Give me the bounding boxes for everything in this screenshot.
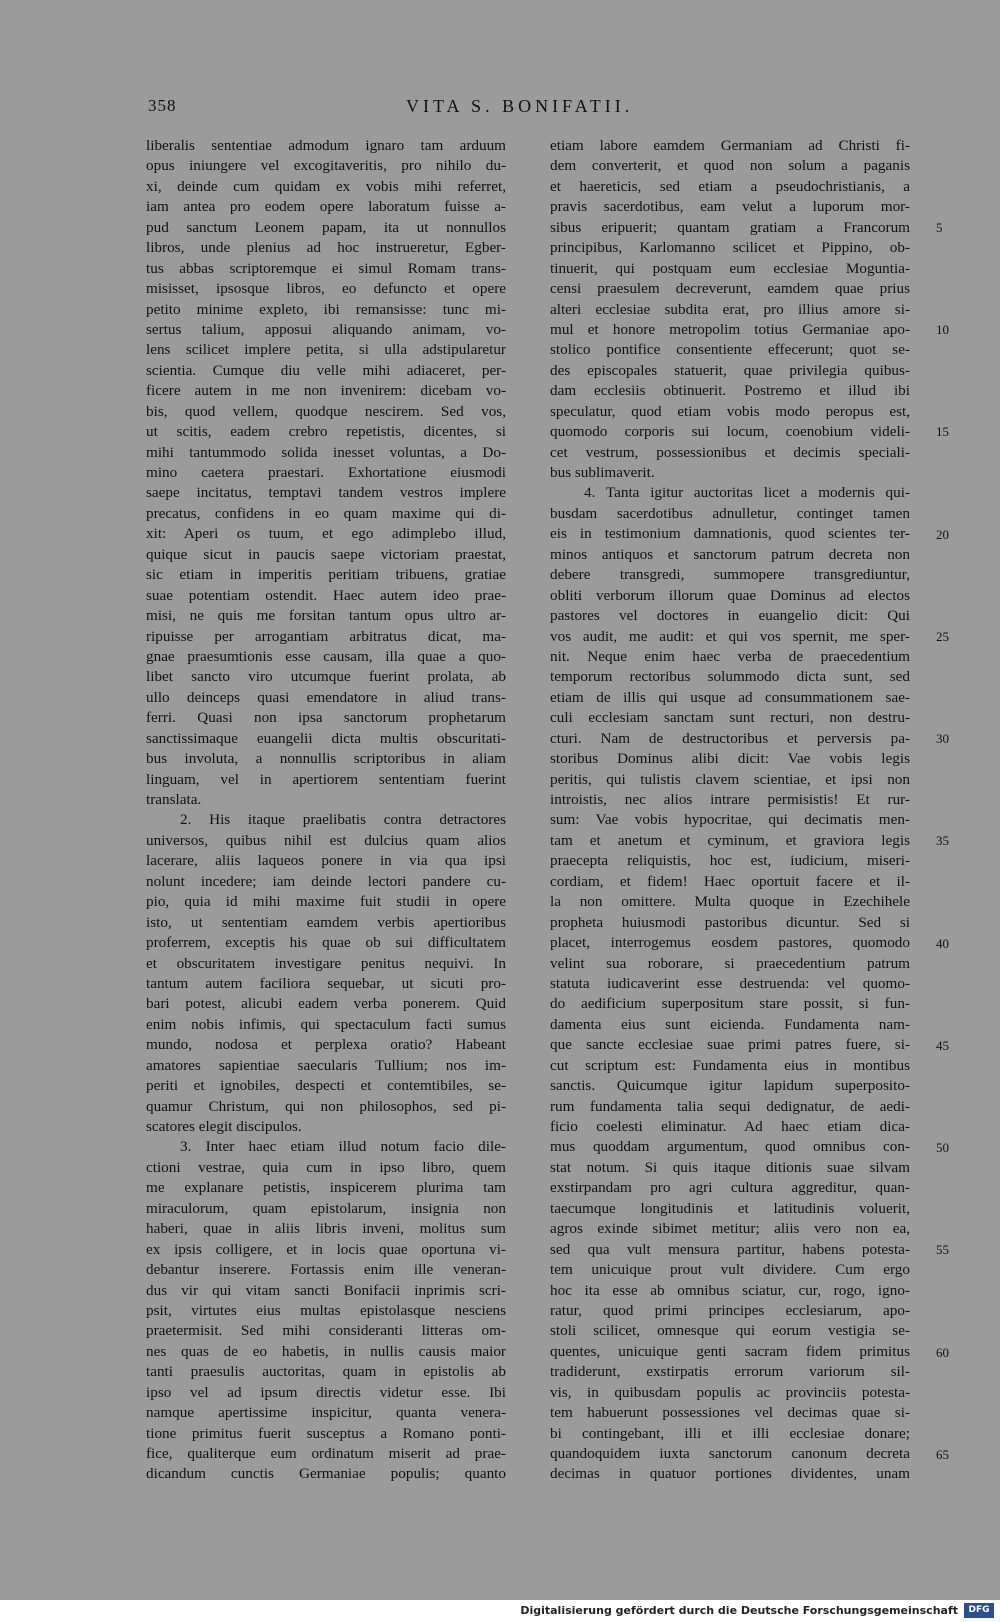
text-line: mihi tantummodo solida inesset voluntas, a Do- (146, 443, 506, 461)
line-number: 30 (936, 731, 949, 747)
right-text-column (550, 136, 910, 1485)
text-line: hoc ita esse ab omnibus sciatur, cur, rogo, igno- (550, 1281, 910, 1299)
text-line: principibus, Karlomanno scilicet et Pippino, ob- (550, 239, 910, 257)
text-line: bis, quod vellem, quodque nescirem. Sed vos, (146, 402, 506, 420)
text-line: misi, ne quis me forsitan tantum opus ultro ar- (146, 607, 506, 625)
text-line: quique sicut in paucis saepe victoriam praestat, (146, 545, 506, 563)
dfg-logo: DFG (964, 1603, 994, 1618)
text-line: vis, in quibusdam populis ac provinciis potesta- (550, 1383, 910, 1401)
text-line: pio, quia id mihi maxime fuit studii in opere (146, 893, 506, 911)
line-number: 25 (936, 628, 949, 644)
text-line: ripuisse per arrogantiam arbitratus dicat, ma- (146, 627, 506, 645)
line-number: 65 (936, 1446, 949, 1462)
text-line: la non omittere. Multa quoque in Ezechihele (550, 893, 910, 911)
text-line: stolico pontifice consentiente effecerunt; quot se- (550, 341, 910, 359)
text-line: peritis, qui tulistis clavem scientiae, et ipsi non (550, 770, 910, 788)
text-line: dem converterit, et quod non solum a paganis (550, 157, 910, 175)
text-line: pastores vel doctores in euangelio dicit: Qui (550, 607, 910, 625)
text-line: linguam, vel in apertiorem sententiam fuerint (146, 770, 506, 788)
text-line: tam et anetum et cyminum, et graviora legis (550, 831, 910, 849)
line-number: 20 (936, 526, 949, 542)
text-line: etiam de illis qui usque ad consummationem sae- (550, 688, 910, 706)
text-line: quandoquidem iuxta sanctorum canonum decreta (550, 1445, 910, 1462)
line-number: 5 (936, 219, 943, 235)
text-line: bus involuta, a nonnullis scriptoribus in aliam (146, 750, 506, 768)
text-line: praecepta reliquistis, hoc est, iudicium, miseri- (550, 852, 910, 870)
text-line: lens scilicet implere petita, si ulla adstipularetur (146, 341, 506, 359)
text-line: namque apertissime inspicitur, quanta venera- (146, 1404, 506, 1422)
text-line: mus quoddam argumentum, quod omnibus con- (550, 1138, 910, 1156)
footer-bar (0, 1600, 1000, 1622)
text-line: precatus, confidens in eo quam maxime qui di- (146, 504, 506, 522)
text-line: agros exinde sibimet metitur; aliis vero non ea, (550, 1220, 910, 1238)
text-line: libet sancto viro utcumque fuerint prolata, ab (146, 668, 506, 686)
text-line: nolunt incedere; iam deinde lectori pandere cu- (146, 872, 506, 890)
text-line: stoli scilicet, omnesque qui eorum vestigia se- (550, 1322, 910, 1340)
text-line: nit. Neque enim haec verba de praecedentium (550, 647, 910, 665)
text-line: saepe incitatus, temptavi tandem vestros implere (146, 484, 506, 502)
line-number: 45 (936, 1037, 949, 1053)
line-number: 60 (936, 1344, 949, 1360)
text-line: sed qua vult mensura partitur, habens potesta- (550, 1240, 910, 1258)
text-line: obliti verborum illorum quae Dominus ad electos (550, 586, 910, 604)
text-line: sanctissimaque euangelii dicta multis obscuritati- (146, 729, 506, 747)
text-line: scientia. Cumque diu velle mihi adiaceret, per- (146, 361, 506, 379)
text-line: pravis sacerdotibus, eam velut a luporum mor- (550, 198, 910, 216)
page-header (148, 96, 668, 124)
text-line: quomodo corporis sui locum, coenobium videli- (550, 423, 910, 441)
text-line: dus vir qui vitam sancti Bonifacii inprimis scri- (146, 1281, 506, 1299)
line-number: 15 (936, 424, 949, 440)
text-line: cturi. Nam de destructoribus et perversis pa- (550, 729, 910, 747)
line-number: 40 (936, 935, 949, 951)
footer-credit: Digitalisierung gefördert durch die Deutsche Forschungsgemeinschaft (520, 1604, 958, 1617)
text-line: fice, qualiterque eum ordinatum miserit ad prae- (146, 1445, 506, 1462)
text-line: ctioni vestrae, quia cum in ipso libro, quem (146, 1158, 506, 1176)
text-line: periti et ignobiles, despecti et contemtibiles, se- (146, 1077, 506, 1095)
text-line: ullo deinceps quasi emendatore in aliud trans- (146, 688, 506, 706)
text-line: scatores elegit discipulos. (146, 1118, 302, 1135)
text-line: dam ecclesiis obtinuerit. Postremo et illud ibi (550, 382, 910, 400)
text-line: debere transgredi, summopere transgrediuntur, (550, 566, 910, 584)
text-line: sic etiam in imperitis peritiam tribuens, gratiae (146, 566, 506, 584)
text-line: xit: Aperi os tuum, et ego adimplebo illud, (146, 525, 506, 543)
text-line: me explanare petistis, inspicerem plurima tam (146, 1179, 506, 1197)
text-line: ficio coelesti eliminatur. Ad haec etiam dica- (550, 1118, 910, 1135)
text-line: quamur Christum, qui non philosophos, sed pi- (146, 1097, 506, 1115)
text-line: decimas in quatuor portiones dividentes, unam (550, 1465, 910, 1483)
text-line: que sancte ecclesiae suae primi patres fuere, si- (550, 1036, 910, 1054)
text-line: ferri. Quasi non ipsa sanctorum prophetarum (146, 709, 506, 727)
text-line: miraculorum, quam epistolarum, insignia non (146, 1199, 506, 1217)
running-title: VITA S. BONIFATII. (406, 96, 634, 116)
text-line: ex ipsis colligere, et in locis quae oportuna vi- (146, 1240, 506, 1258)
text-line: alteri ecclesiae subdita erat, pro illius amore si- (550, 300, 910, 318)
text-line: propheta huiusmodi pastoribus dicuntur. Sed si (550, 913, 910, 931)
text-line: tantum autem faciliora sequebar, ut sicuti pro- (146, 974, 506, 992)
text-line: praetermisit. Sed mihi consideranti litteras om- (146, 1322, 506, 1340)
page-number: 358 (148, 96, 177, 115)
text-line: storibus Dominus alibi dicit: Vae vobis legis (550, 750, 910, 768)
text-line: ut scitis, eadem crebro repetistis, dicentes, si (146, 423, 506, 441)
line-number: 55 (936, 1242, 949, 1258)
line-number: 50 (936, 1140, 949, 1156)
text-line: introistis, nec alios intrare permisistis! Et rur- (550, 791, 910, 808)
text-line: translata. (146, 791, 202, 808)
text-line: minos antiquos et sanctorum patrum decreta non (550, 545, 910, 563)
text-line: misisset, ipsosque libros, eo defuncto et opere (146, 280, 506, 298)
text-line: quentes, unicuique genti sacram fidem primitus (550, 1342, 910, 1360)
text-line: censi praesulem decreverunt, eamdem quae prius (550, 280, 910, 298)
text-line: eis in testimonium damnationis, quod scientes ter- (550, 525, 910, 543)
text-line: sertus talium, apposui aliquando animam, vo- (146, 320, 506, 338)
text-line: tione primitus fuerit susceptus a Romano ponti- (146, 1424, 506, 1442)
text-line: et obscuritatem investigare penitus nequivi. In (146, 954, 506, 972)
text-line: sibus eripuerit; quantam gratiam a Francorum (550, 218, 910, 236)
text-line: ratur, quod primi principes ecclesiarum, apo- (550, 1301, 910, 1319)
text-line: tanti praesulis auctoritas, quam in epistolis ab (146, 1363, 506, 1381)
text-line: placet, interrogemus eosdem pastores, quomodo (550, 934, 910, 952)
text-line: stat notum. Si quis itaque ditionis suae silvam (550, 1158, 910, 1176)
left-text-column (146, 136, 506, 1485)
text-line: taecumque longitudinis et latitudinis voluerit, (550, 1199, 910, 1217)
text-line: tinuerit, qui postquam eum ecclesiae Moguntia- (550, 259, 910, 277)
text-line: sanctis. Quicumque igitur lapidum superposito- (550, 1077, 910, 1095)
text-line: libros, unde plenius ad hoc instrueretur, Egber- (146, 239, 506, 257)
text-line: statuta iudicaverint esse destruenda: vel quomo- (550, 974, 910, 992)
line-number: 10 (936, 322, 949, 338)
text-line: tem habuerunt possessiones vel decimas quae si- (550, 1404, 910, 1422)
text-line: mino caetera praestari. Exhortatione eiusmodi (146, 464, 506, 481)
text-line: tem unicuique prout vult dividere. Cum ergo (550, 1261, 910, 1279)
text-line: liberalis sententiae admodum ignaro tam arduum (146, 137, 506, 154)
text-line: culi ecclesiam sanctam sunt recturi, non destru- (550, 709, 910, 727)
text-line: debantur inserere. Fortassis enim ille veneran- (146, 1261, 506, 1279)
text-line: bi contingebant, illi et illi ecclesiae donare; (550, 1424, 910, 1442)
text-line: nes quas de eo habetis, in nullis causis maior (146, 1342, 506, 1360)
text-line: busdam sacerdotibus adnulletur, continget tamen (550, 504, 910, 522)
text-line: cut scriptum est: Fundamenta eius in montibus (550, 1056, 910, 1074)
text-line: amatores sapientiae saecularis Tullium; nos im- (146, 1056, 506, 1074)
text-line: exstirpandam pro agri cultura aggreditur, quan- (550, 1179, 910, 1197)
text-line: bari potest, alicubi eadem verba ponerem. Quid (146, 995, 506, 1013)
text-line: temporum rectoribus solummodo dicta sunt, sed (550, 668, 910, 686)
text-line: 4. Tanta igitur auctoritas licet a modernis qui- (584, 484, 910, 502)
text-line: bus sublimaverit. (550, 464, 655, 481)
text-line: mundo, nodosa et perplexa oratio? Habeant (146, 1036, 506, 1054)
text-line: pud sanctum Leonem papam, ita ut nonnullos (146, 218, 506, 236)
text-line: rum fundamenta talia sequi dedignatur, de aedi- (550, 1097, 910, 1115)
text-line: psit, virtutes eius multas epistolasque nesciens (146, 1301, 506, 1319)
text-line: gnae praesumtionis esse causam, illa quae a quo- (146, 647, 506, 665)
text-line: haberi, quae in aliis libris inveni, molitus sum (146, 1220, 506, 1238)
text-line: petito minime expleto, ibi remansisse: tunc mi- (146, 300, 506, 318)
text-line: 2. His itaque praelibatis contra detractores (180, 811, 506, 829)
text-line: sum: Vae vobis hypocritae, qui decimatis men- (550, 811, 910, 829)
text-line: dicandum cunctis Germaniae populis; quanto (146, 1465, 506, 1483)
text-line: cet vestrum, possessionibus et decimis speciali- (550, 443, 910, 461)
text-line: des episcopales statuerit, quae privilegia quibus- (550, 361, 910, 379)
text-line: xi, deinde cum quidam ex vobis mihi referret, (146, 177, 506, 195)
text-line: 3. Inter haec etiam illud notum facio dile- (180, 1138, 506, 1156)
text-line: do aedificium superpositum stare possit, si fun- (550, 995, 910, 1013)
text-line: ipso vel ad ipsum directis videtur esse. Ibi (146, 1383, 506, 1401)
text-line: velint sua roborare, si praecedentium patrum (550, 954, 910, 972)
text-line: et haereticis, sed etiam a pseudochristianis, a (550, 177, 910, 195)
text-line: damenta eius sunt eicienda. Fundamenta nam- (550, 1015, 910, 1033)
line-number: 35 (936, 833, 949, 849)
text-line: enim nobis infimis, qui spectaculum facti sumus (146, 1015, 506, 1033)
text-line: etiam labore eamdem Germaniam ad Christi fi- (550, 137, 910, 154)
text-line: lacerare, aliis laqueos ponere in via qua ipsi (146, 852, 506, 870)
text-line: opus iniungere vel excogitaveritis, pro nihilo du- (146, 157, 506, 175)
text-line: tus abbas scriptoremque ei simul Romam trans- (146, 259, 506, 277)
text-line: vos audit, me audit: et qui vos spernit, me sper- (550, 627, 910, 645)
text-line: mul et honore metropolim totius Germaniae apo- (550, 320, 910, 338)
text-line: universos, quibus nihil est dulcius quam alios (146, 831, 506, 849)
text-line: suae potentiam ostendit. Haec autem ideo prae- (146, 586, 506, 604)
text-line: proferrem, exceptis his quae ob sui difficultatem (146, 934, 506, 952)
text-line: tradiderunt, exstirpatis errorum variorum sil- (550, 1363, 910, 1381)
text-line: iam antea pro eodem opere laboratum fuisse a- (146, 198, 506, 216)
text-line: ficere autem in me non invenirem: dicebam vo- (146, 382, 506, 400)
text-line: speculatur, quod etiam vobis modo peropus est, (550, 402, 910, 420)
text-line: cordiam, et fidem! Haec oportuit facere et il- (550, 872, 910, 890)
text-line: isto, ut sententiam eamdem verbis apertioribus (146, 913, 506, 931)
